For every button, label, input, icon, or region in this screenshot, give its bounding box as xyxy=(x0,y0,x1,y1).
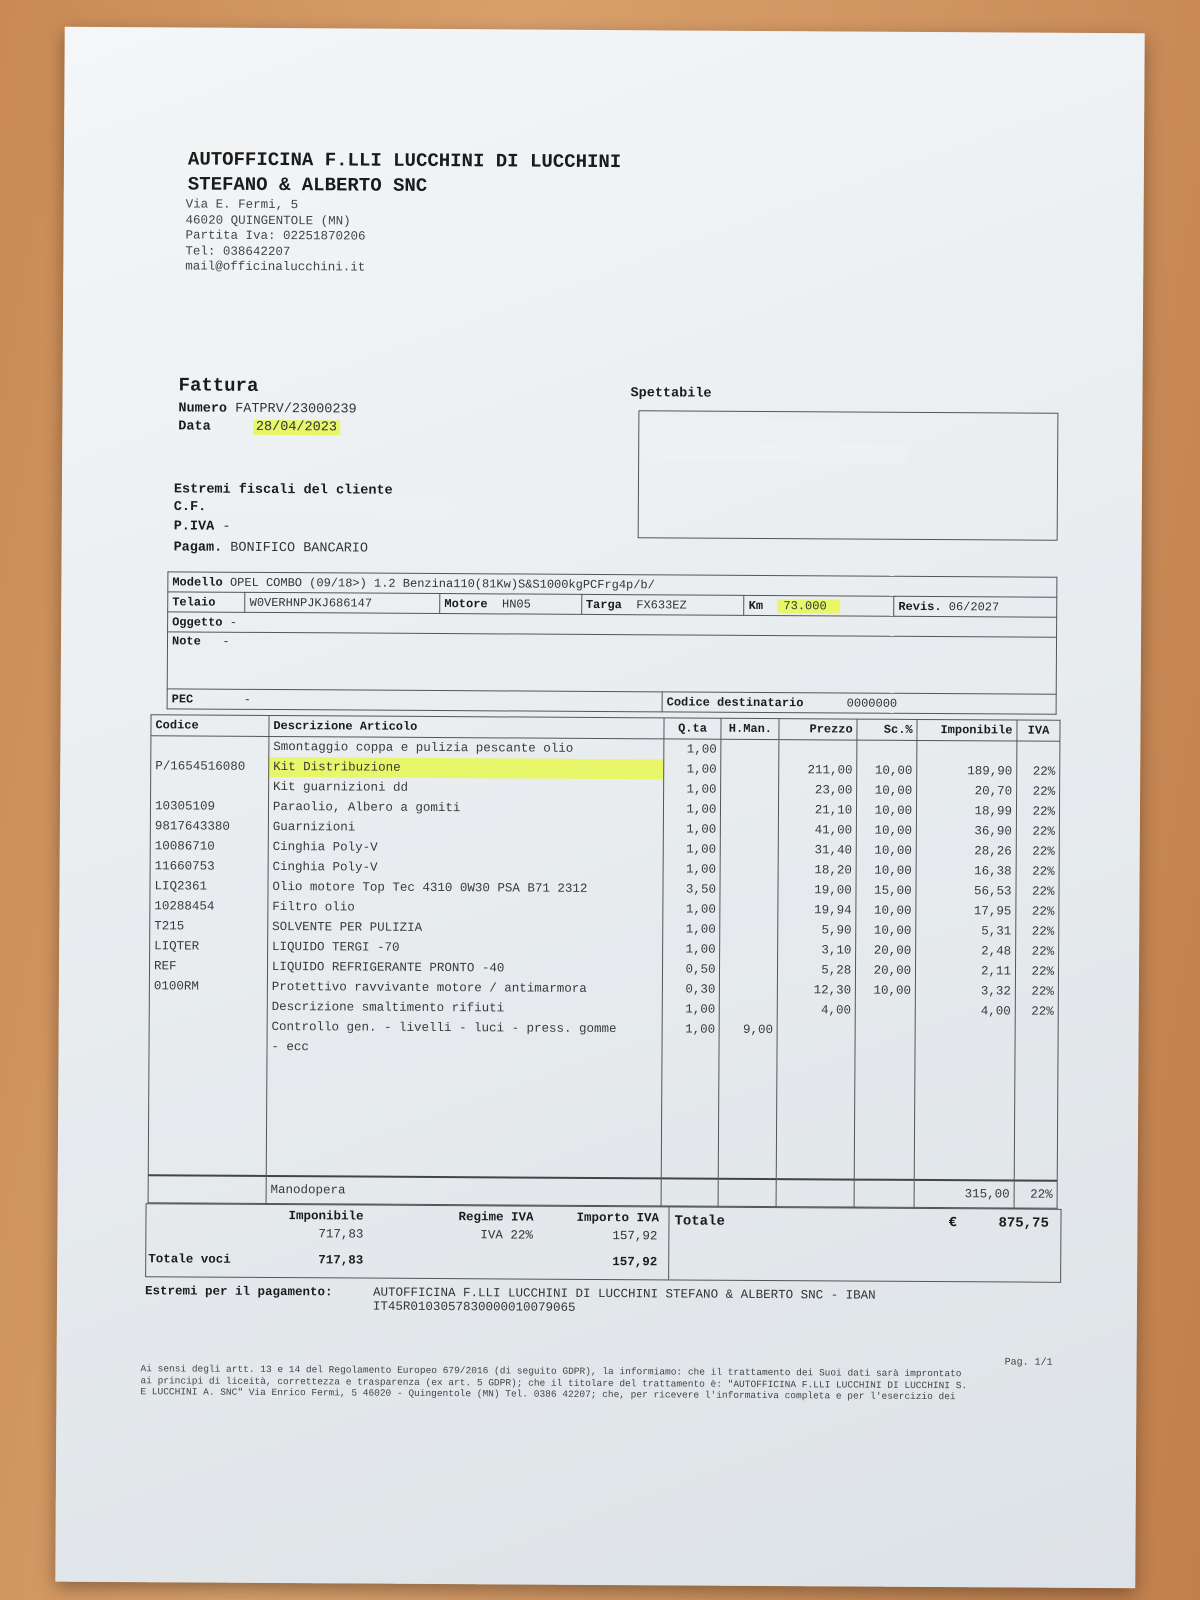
vehicle-chassis: W0VERHNPJKJ686147 xyxy=(245,592,440,613)
item-quantity: 1,00 xyxy=(662,939,720,959)
vehicle-km-cell xyxy=(744,595,894,616)
vehicle-engine-cell xyxy=(440,594,582,615)
item-labour-hours: 9,00 xyxy=(720,1020,778,1040)
item-price: 23,00 xyxy=(779,780,857,800)
vehicle-notes-label: Note xyxy=(171,634,201,649)
header-price: Prezzo xyxy=(779,719,857,740)
header-code: Codice xyxy=(151,715,269,737)
item-taxable: 189,90 xyxy=(917,761,1017,782)
totals-items-vat: 157,92 xyxy=(612,1255,658,1270)
item-code: 10288454 xyxy=(150,896,268,917)
item-price: 19,00 xyxy=(778,880,856,900)
item-vat: 22% xyxy=(1017,762,1060,782)
item-quantity: 1,00 xyxy=(663,819,721,839)
vehicle-table xyxy=(167,571,1058,714)
item-discount: 15,00 xyxy=(856,881,916,901)
item-code xyxy=(151,736,269,757)
invoice-date: 28/04/2023 xyxy=(253,420,340,436)
item-quantity: 1,00 xyxy=(662,919,720,939)
item-vat: 22% xyxy=(1015,962,1058,982)
company-email: mail@officinalucchini.it xyxy=(185,259,366,275)
payment-details xyxy=(145,1284,876,1316)
item-taxable: 4,00 xyxy=(915,1001,1015,1022)
vehicle-pec: - xyxy=(243,692,251,707)
item-code xyxy=(151,776,269,797)
vehicle-pec-label: PEC xyxy=(171,691,194,707)
item-code: 10305109 xyxy=(150,796,268,817)
item-description: Smontaggio coppa e pulizia pescante olio xyxy=(269,736,664,759)
vehicle-chassis-label: Telaio xyxy=(168,592,246,612)
client-cf-label: C.F. xyxy=(173,499,207,516)
invoice-number-row xyxy=(178,401,356,417)
totals-vat-regime-label: Regime IVA xyxy=(458,1210,534,1225)
item-discount: 20,00 xyxy=(856,941,916,961)
item-taxable: 36,90 xyxy=(916,821,1016,842)
item-discount: 10,00 xyxy=(857,781,917,801)
item-price: 41,00 xyxy=(779,820,857,840)
item-price: 211,00 xyxy=(779,760,857,780)
item-description: Descrizione smaltimento rifiuti xyxy=(267,997,662,1019)
item-price xyxy=(779,740,857,761)
vehicle-engine-label: Motore xyxy=(444,596,488,611)
item-code: LIQ2361 xyxy=(150,876,268,897)
item-labour-hours xyxy=(721,840,779,860)
vehicle-subject: - xyxy=(229,615,237,630)
items-filler-row xyxy=(148,1056,1058,1181)
item-discount: 10,00 xyxy=(856,861,916,881)
labour-vat: 22% xyxy=(1014,1181,1057,1209)
item-description: Protettivo ravvivante motore / antimarmora xyxy=(267,977,662,999)
item-discount: 10,00 xyxy=(856,921,916,941)
totals-box xyxy=(145,1203,1061,1283)
invoice-title: Fattura xyxy=(178,374,259,397)
item-quantity: 1,00 xyxy=(662,1019,720,1039)
item-quantity: 0,50 xyxy=(662,959,720,979)
currency-symbol: € xyxy=(948,1215,957,1232)
totals-items-label: Totale voci xyxy=(148,1252,231,1267)
item-description: Filtro olio xyxy=(268,897,663,919)
item-vat: 22% xyxy=(1016,802,1059,822)
header-labour-hours: H.Man. xyxy=(721,718,779,739)
item-price: 19,94 xyxy=(778,900,856,920)
item-discount: 10,00 xyxy=(857,821,917,841)
item-quantity: 3,50 xyxy=(663,879,721,899)
item-quantity: 1,00 xyxy=(663,779,721,799)
vehicle-revision: 06/2027 xyxy=(948,599,1000,614)
item-taxable: 56,53 xyxy=(916,881,1016,902)
item-discount: 10,00 xyxy=(857,761,917,781)
item-quantity: 1,00 xyxy=(663,839,721,859)
labour-taxable: 315,00 xyxy=(914,1180,1014,1208)
client-cf-redacted xyxy=(214,500,452,515)
item-labour-hours xyxy=(721,820,779,840)
item-description: SOLVENTE PER PULIZIA xyxy=(268,917,663,939)
item-labour-hours xyxy=(720,900,778,920)
gdpr-line3: E LUCCHINI A. SNC" Via Enrico Fermi, 5 46020 - Quingentole (MN) Tel. 0386 42207; che, per ricevere l'informativa completa e per l'esercizio dei xyxy=(140,1386,956,1403)
item-labour-hours xyxy=(721,860,779,880)
item-labour-hours xyxy=(719,1040,777,1060)
invoice-date-row xyxy=(178,419,340,435)
totals-vat-amount: 157,92 xyxy=(612,1229,658,1244)
vehicle-km: 73.000 xyxy=(777,599,840,613)
item-labour-hours xyxy=(720,960,778,980)
item-taxable: 3,32 xyxy=(915,981,1015,1002)
company-street: Via E. Fermi, 5 xyxy=(185,197,299,213)
item-discount xyxy=(857,740,917,761)
item-labour-hours xyxy=(720,980,778,1000)
company-address xyxy=(185,197,366,276)
item-quantity: 1,00 xyxy=(663,739,721,760)
vehicle-plate-label: Targa xyxy=(585,597,622,612)
item-discount: 10,00 xyxy=(856,981,916,1001)
item-taxable xyxy=(917,740,1017,761)
item-code xyxy=(149,1036,267,1057)
item-taxable: 2,11 xyxy=(916,961,1016,982)
invoice-paper xyxy=(55,27,1144,1589)
vehicle-model-label: Modello xyxy=(172,574,223,590)
item-quantity xyxy=(662,1039,720,1059)
item-discount xyxy=(855,1021,915,1041)
payment-iban: IT45R0103057830000010079065 xyxy=(372,1299,576,1315)
item-taxable xyxy=(915,1021,1015,1042)
labour-label: Manodopera xyxy=(266,1176,661,1206)
vehicle-recipient-code-cell xyxy=(662,692,1056,714)
client-piva-label: P.IVA xyxy=(173,519,215,535)
header-discount: Sc.% xyxy=(857,719,917,740)
recipient-redacted-line1 xyxy=(643,419,839,440)
recipient-code-label: Codice destinatario xyxy=(666,694,804,710)
item-taxable xyxy=(915,1041,1015,1062)
item-taxable: 20,70 xyxy=(917,781,1017,802)
item-quantity: 1,00 xyxy=(663,759,721,779)
client-payment-label: Pagam. xyxy=(173,540,223,556)
gdpr-line2: ai principi di liceità, correttezza e trasparenza (ex art. 5 GDPR); che il titolare del trattamento è: "AUTOFFICINA F.LLI LUCCHINI DI LUCCHINI S. xyxy=(140,1374,968,1391)
item-vat: 22% xyxy=(1016,922,1059,942)
gdpr-notice xyxy=(140,1363,1060,1403)
header-taxable: Imponibile xyxy=(917,719,1017,741)
item-discount: 10,00 xyxy=(856,901,916,921)
item-vat: 22% xyxy=(1017,782,1060,802)
item-code: 10086710 xyxy=(150,836,268,857)
recipient-code: 0000000 xyxy=(846,696,898,711)
totals-divider xyxy=(668,1207,669,1279)
item-taxable: 2,48 xyxy=(916,941,1016,962)
item-price: 12,30 xyxy=(778,980,856,1000)
item-price xyxy=(778,1020,856,1040)
item-description: Kit Distribuzione xyxy=(269,757,664,779)
item-description: Kit guarnizioni dd xyxy=(268,777,663,799)
company-name-line2: STEFANO & ALBERTO SNC xyxy=(187,173,428,197)
item-vat xyxy=(1015,1042,1058,1062)
company-name xyxy=(188,147,622,200)
vehicle-notes-row xyxy=(167,632,1056,694)
item-description: Olio motore Top Tec 4310 0W30 PSA B71 2312 xyxy=(268,877,663,899)
item-quantity: 0,30 xyxy=(662,979,720,999)
item-discount: 10,00 xyxy=(856,841,916,861)
page-number: Pag. 1/1 xyxy=(1004,1357,1053,1369)
vehicle-plate: FX633EZ xyxy=(636,597,687,613)
item-description: Cinghia Poly-V xyxy=(268,857,663,879)
item-code: P/1654516080 xyxy=(151,756,269,777)
item-quantity: 1,00 xyxy=(663,859,721,879)
totals-taxable-label: Imponibile xyxy=(288,1209,364,1224)
item-vat xyxy=(1017,741,1060,762)
item-discount: 10,00 xyxy=(857,801,917,821)
item-vat: 22% xyxy=(1015,1002,1058,1022)
item-code xyxy=(149,1016,267,1037)
recipient-box xyxy=(638,410,1059,541)
company-phone: Tel: 038642207 xyxy=(185,243,291,259)
item-taxable: 17,95 xyxy=(916,901,1016,922)
item-taxable: 16,38 xyxy=(916,861,1016,882)
client-payment-row xyxy=(174,540,369,556)
item-code: 0100RM xyxy=(149,976,267,997)
item-vat: 22% xyxy=(1015,982,1058,1002)
client-payment-method: BONIFICO BANCARIO xyxy=(230,540,369,557)
items-table xyxy=(148,714,1061,1209)
item-labour-hours xyxy=(720,920,778,940)
item-labour-hours xyxy=(720,880,778,900)
invoice-date-label: Data xyxy=(178,419,211,435)
totals-vat-amount-label: Importo IVA xyxy=(576,1210,660,1226)
invoice-number-label: Numero xyxy=(178,401,228,417)
vehicle-pec-cell xyxy=(167,689,662,712)
item-quantity: 1,00 xyxy=(663,799,721,819)
vehicle-subject-label: Oggetto xyxy=(172,614,223,630)
vehicle-km-label: Km xyxy=(748,598,764,613)
item-description: - ecc xyxy=(267,1037,662,1059)
item-description: Guarnizioni xyxy=(268,817,663,839)
item-taxable: 5,31 xyxy=(916,921,1016,942)
client-fiscal-title: Estremi fiscali del cliente xyxy=(173,482,393,499)
vehicle-notes: - xyxy=(222,634,230,649)
item-price: 5,90 xyxy=(778,920,856,940)
item-discount xyxy=(855,1001,915,1021)
item-labour-hours xyxy=(721,800,779,820)
item-price xyxy=(777,1040,855,1060)
item-description: Cinghia Poly-V xyxy=(268,837,663,859)
item-discount xyxy=(855,1041,915,1061)
gdpr-line1: Ai sensi degli artt. 13 e 14 del Regolamento Europeo 679/2016 (di seguito GDPR), la informiamo: che il trattamento dei Suoi dati sarà improntato xyxy=(140,1363,962,1380)
company-city: 46020 QUINGENTOLE (MN) xyxy=(185,212,351,228)
client-cf-row xyxy=(174,499,453,516)
item-labour-hours xyxy=(721,739,779,760)
totals-taxable: 717,83 xyxy=(318,1227,364,1242)
item-price: 3,10 xyxy=(778,940,856,960)
item-code: 9817643380 xyxy=(150,816,268,837)
item-description: LIQUIDO REFRIGERANTE PRONTO -40 xyxy=(267,957,662,979)
totals-items-taxable: 717,83 xyxy=(318,1253,364,1268)
payment-info xyxy=(373,1286,876,1317)
item-price: 4,00 xyxy=(778,1000,856,1020)
grand-total: 875,75 xyxy=(998,1215,1049,1232)
item-code: REF xyxy=(149,956,267,977)
item-quantity: 1,00 xyxy=(662,899,720,919)
client-piva: - xyxy=(222,519,231,535)
item-vat: 22% xyxy=(1016,942,1059,962)
payment-beneficiary: AUTOFFICINA F.LLI LUCCHINI DI LUCCHINI STEFANO & ALBERTO SNC - IBAN xyxy=(372,1285,876,1303)
payment-label: Estremi per il pagamento: xyxy=(144,1284,333,1300)
vehicle-notes-cell xyxy=(167,632,1056,694)
item-code: T215 xyxy=(150,916,268,937)
item-vat: 22% xyxy=(1016,842,1059,862)
item-code: LIQTER xyxy=(150,936,268,957)
item-vat xyxy=(1015,1022,1058,1042)
item-price: 18,20 xyxy=(778,860,856,880)
item-price: 31,40 xyxy=(779,840,857,860)
header-quantity: Q.ta xyxy=(664,718,722,739)
company-name-line1: AUTOFFICINA F.LLI LUCCHINI DI LUCCHINI xyxy=(187,148,622,174)
item-taxable: 18,99 xyxy=(917,801,1017,822)
totals-vat-regime: IVA 22% xyxy=(480,1228,533,1243)
item-price: 21,10 xyxy=(779,800,857,820)
item-vat: 22% xyxy=(1016,902,1059,922)
item-vat: 22% xyxy=(1016,882,1059,902)
item-price: 5,28 xyxy=(778,960,856,980)
header-description: Descrizione Articolo xyxy=(269,715,664,738)
recipient-redacted-line2 xyxy=(643,441,905,463)
item-labour-hours xyxy=(720,940,778,960)
vehicle-model: OPEL COMBO (09/18>) 1.2 Benzina110(81Kw)S&S1000kgPCFrg4p/b/ xyxy=(229,575,655,592)
item-quantity: 1,00 xyxy=(662,999,720,1019)
vehicle-plate-cell xyxy=(581,594,744,615)
item-vat: 22% xyxy=(1016,822,1059,842)
item-labour-hours xyxy=(721,760,779,780)
company-vat: Partita Iva: 02251870206 xyxy=(185,228,366,244)
item-description: Paraolio, Albero a gomiti xyxy=(268,797,663,819)
item-labour-hours xyxy=(720,1000,778,1020)
vehicle-engine: HN05 xyxy=(501,596,531,612)
vehicle-revision-label: Revis. xyxy=(898,599,942,614)
recipient-label: Spettabile xyxy=(630,386,712,402)
vehicle-revision-cell xyxy=(894,596,1057,617)
item-discount: 20,00 xyxy=(856,961,916,981)
item-description: LIQUIDO TERGI -70 xyxy=(267,937,662,959)
item-labour-hours xyxy=(721,780,779,800)
item-taxable: 28,26 xyxy=(916,841,1016,862)
item-vat: 22% xyxy=(1016,862,1059,882)
item-description: Controllo gen. - livelli - luci - press. gomme xyxy=(267,1017,662,1039)
item-code xyxy=(149,996,267,1017)
vehicle-pec-row xyxy=(167,689,1056,714)
item-code: 11660753 xyxy=(150,856,268,877)
grand-total-label: Totale xyxy=(674,1213,725,1230)
client-piva-row xyxy=(174,519,231,534)
header-vat: IVA xyxy=(1017,720,1060,741)
invoice-number: FATPRV/23000239 xyxy=(235,401,357,418)
